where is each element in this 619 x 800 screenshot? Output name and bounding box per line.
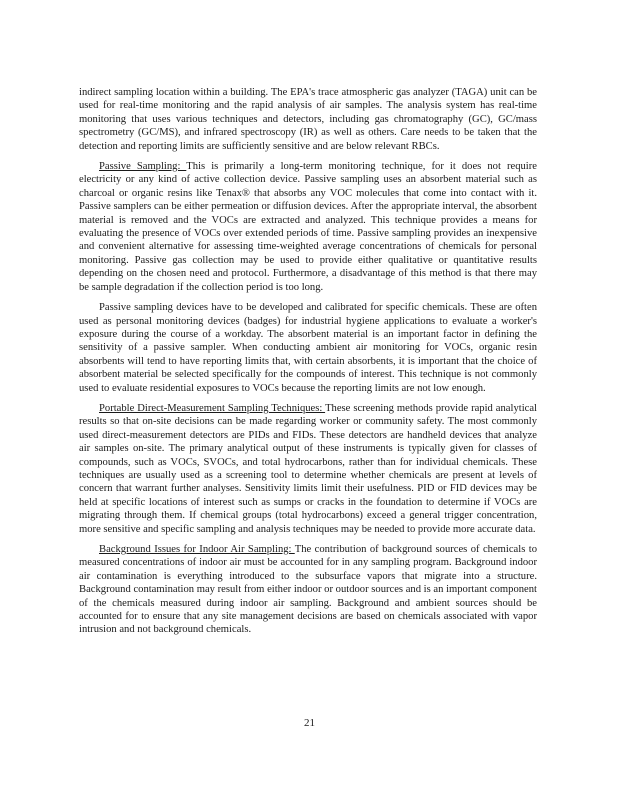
page-number: 21: [304, 717, 315, 729]
section-heading-portable-direct-measurement: Portable Direct-Measurement Sampling Techniques:: [99, 402, 326, 414]
paragraph-passive-devices: [79, 301, 537, 395]
paragraph-text: This is primarily a long-term monitoring technique, for it does not require electricity or any kind of active collection device. Passive sampling uses an absorbent material such as charcoal or organic resins like Tenax® that absorbs any VOC molecules that come into contact with it. Passive samplers can be either permeation or diffusion devices. After the appropriate interval, the absorbent material is removed and the VOCs are extracted and analyzed. This technique provides a means for evaluating the presence of VOCs over extended periods of time. Passive sampling provides an inexpensive and convenient alternative for assessing time-weighted average concentrations of chemicals for personal monitoring. Passive gas collection may be used to provide either qualitative or quantitative results depending on the chosen need and protocol. Furthermore, a disadvantage of this method is that there may be sample degradation if the collection period is too long.: [79, 161, 537, 293]
paragraph-background-issues: [79, 543, 537, 637]
paragraph-text: indirect sampling location within a building. The EPA's trace atmospheric gas analyzer (TAGA) unit can be used for real-time monitoring and the rapid analysis of air samples. The analysis system has real-time monitoring that uses various techniques and detectors, including gas chromatography (GC), GC/mass spectrometry (GC/MS), and infrared spectroscopy (IR) as well as others. Care needs to be taken that the detection and reporting limits are sufficiently sensitive and are below relevant RBCs.: [79, 87, 537, 152]
section-heading-passive-sampling: Passive Sampling:: [99, 161, 187, 173]
document-body: [79, 86, 537, 644]
paragraph-text: The contribution of background sources of chemicals to measured concentrations of indoor air must be accounted for in any sampling program. Background indoor air contamination is everything introduced to the subsurface vapors that migrate into a structure. Background contamination may result from either indoor or outdoor sources and is an important component of the chemicals measured during indoor air sampling. Background and ambient sources should be accounted for to ensure that any site management decisions are based on chemicals associated with vapor intrusion and not background chemicals.: [79, 544, 537, 636]
paragraph-text: Passive sampling devices have to be developed and calibrated for specific chemicals. These are often used as personal monitoring devices (badges) for industrial hygiene applications to evaluate a worker's exposure during the course of a workday. The absorbent material is an important factor in defining the sensitivity of a passive sampler. When conducting ambient air monitoring for VOCs, organic resin absorbents will tend to have reporting limits that, with certain absorbents, it is important that the choice of absorbent material be selected specifically for the compounds of interest. This technique is not commonly used to evaluate residential exposures to VOCs because the reporting limits are not low enough.: [79, 302, 537, 394]
paragraph-tracer-gas-monitoring: [79, 86, 537, 153]
paragraph-portable-direct-measurement: [79, 402, 537, 536]
paragraph-text: These screening methods provide rapid analytical results so that on-site decisions can be made regarding worker or community safety. The most commonly used direct-measurement detectors are PIDs and FIDs. These detectors are handheld devices that analyze air samples on-site. The primary analytical output of these instruments is typically given for classes of compounds, such as VOCs, SVOCs, and total hydrocarbons, rather than for individual chemicals. These techniques are usually used as a screening tool to determine whether chemicals are present at levels of concern that warrant further analyses. Sensitivity limits limit their usefulness. PID or FID devices may be held at specific locations of interest such as sumps or cracks in the foundation to determine if VOCs are migrating through them. If chemical groups (total hydrocarbons) exceed a general trigger concentration, more sensitive and specific sampling and analysis techniques may be needed to provide more accurate data.: [79, 402, 537, 535]
paragraph-passive-sampling: [79, 160, 537, 294]
section-heading-background-issues: Background Issues for Indoor Air Sampling:: [99, 544, 295, 555]
